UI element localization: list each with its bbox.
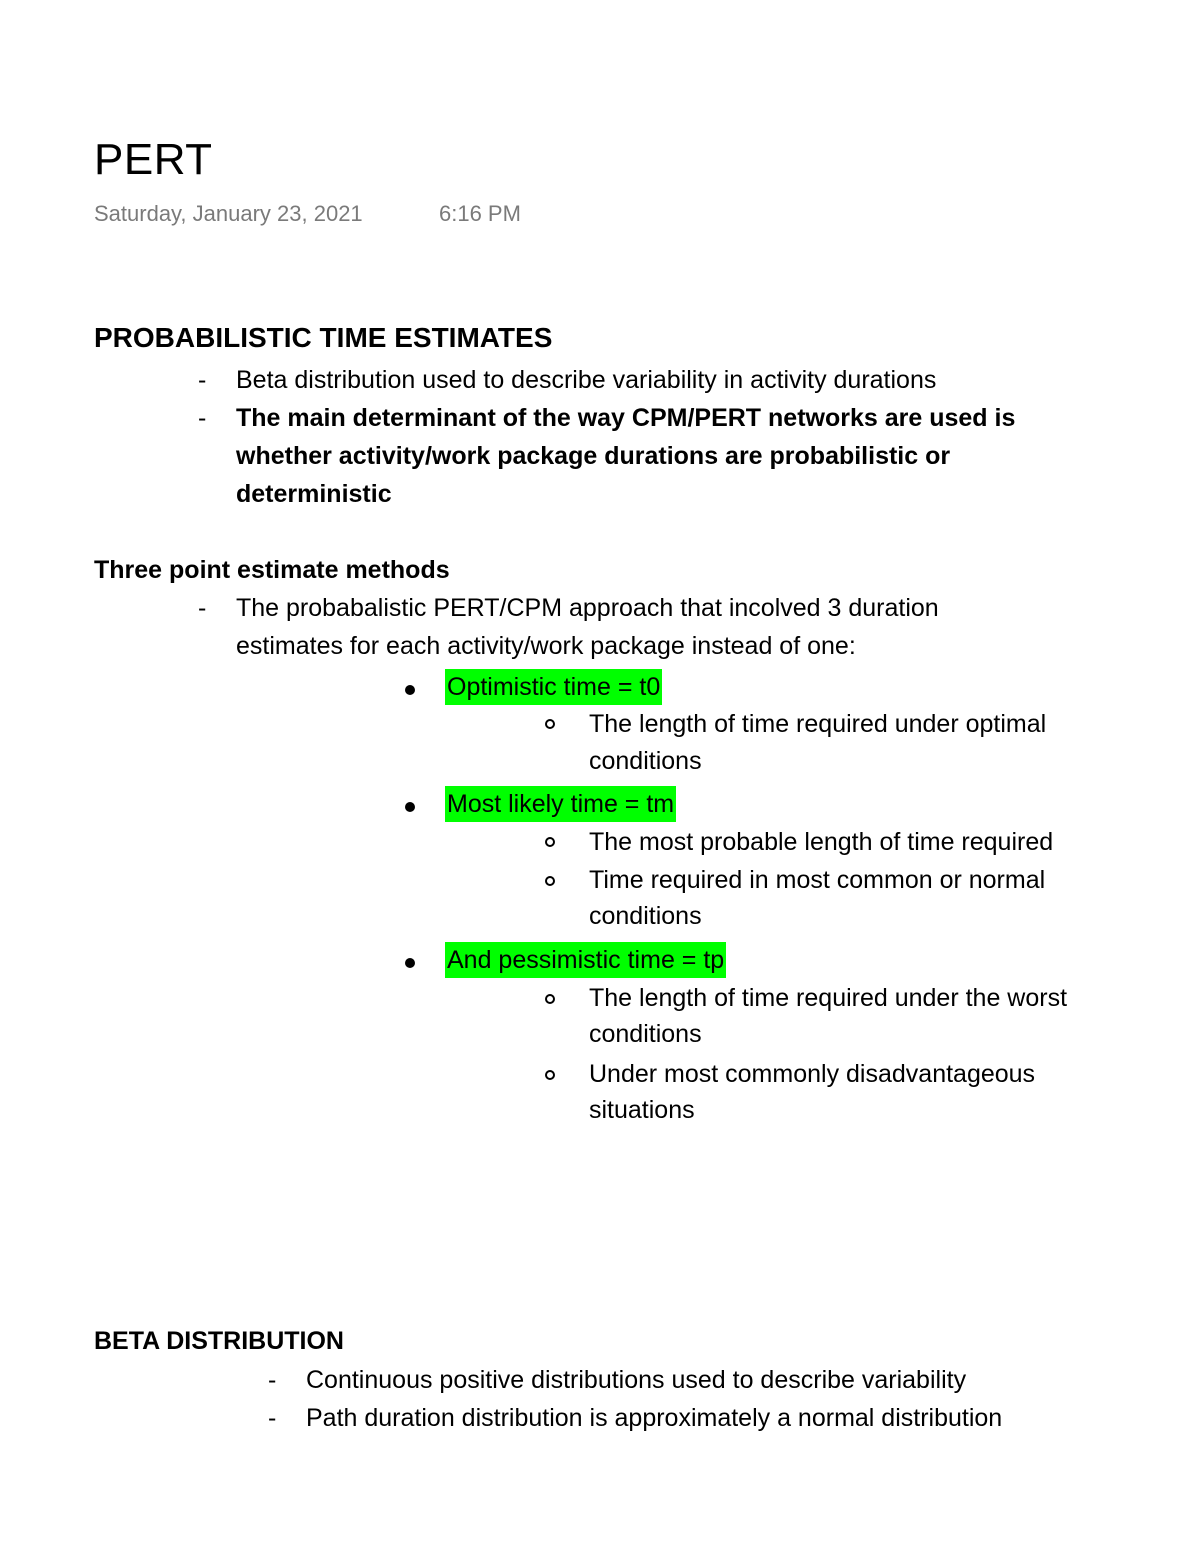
sub-list-item: Under most commonly disadvantageous <box>589 1060 1036 1088</box>
page-timestamp <box>94 200 521 228</box>
circle-bullet-icon <box>545 719 555 729</box>
list-item: Path duration distribution is approximately a normal distribution <box>306 1404 1003 1432</box>
dash-marker: - <box>198 366 207 394</box>
list-item: Continuous positive distributions used to describe variability <box>306 1366 967 1394</box>
sub-list-item: The most probable length of time required <box>589 828 1054 856</box>
list-item: The probabalistic PERT/CPM approach that incolved 3 duration <box>236 594 939 622</box>
sub-list-item: The length of time required under the worst <box>589 984 1068 1012</box>
highlighted-estimate: Most likely time = tm <box>445 786 676 822</box>
bullet-icon <box>405 958 415 968</box>
dash-marker: - <box>198 594 207 622</box>
sub-list-item: The length of time required under optimal <box>589 710 1047 738</box>
bullet-icon <box>405 802 415 812</box>
circle-bullet-icon <box>545 994 555 1004</box>
sub-list-item: Time required in most common or normal <box>589 866 1046 894</box>
circle-bullet-icon <box>545 837 555 847</box>
page-title: PERT <box>94 135 213 184</box>
section-heading-probabilistic: PROBABILISTIC TIME ESTIMATES <box>94 322 553 353</box>
sub-list-item-continued: conditions <box>589 747 702 775</box>
list-item-continued: whether activity/work package durations are probabilistic or <box>236 442 951 470</box>
sub-list-item-continued: conditions <box>589 1020 702 1048</box>
section-heading-beta: BETA DISTRIBUTION <box>94 1327 344 1355</box>
highlighted-estimate: And pessimistic time = tp <box>445 942 726 978</box>
list-item: The main determinant of the way CPM/PERT networks are used is <box>236 404 1016 432</box>
sub-list-item-continued: situations <box>589 1096 695 1124</box>
circle-bullet-icon <box>545 1070 555 1080</box>
bullet-icon <box>405 685 415 695</box>
section-heading-three-point: Three point estimate methods <box>94 556 450 584</box>
sub-list-item-continued: conditions <box>589 902 702 930</box>
page-time: 6:16 PM <box>439 201 521 226</box>
dash-marker: - <box>268 1366 277 1394</box>
list-item: Beta distribution used to describe variability in activity durations <box>236 366 937 394</box>
circle-bullet-icon <box>545 876 555 886</box>
highlighted-estimate: Optimistic time = t0 <box>445 669 662 705</box>
page-date: Saturday, January 23, 2021 <box>94 201 363 226</box>
dash-marker: - <box>198 404 207 432</box>
list-item-continued: deterministic <box>236 480 392 508</box>
dash-marker: - <box>268 1404 277 1432</box>
list-item-continued: estimates for each activity/work package instead of one: <box>236 632 856 660</box>
